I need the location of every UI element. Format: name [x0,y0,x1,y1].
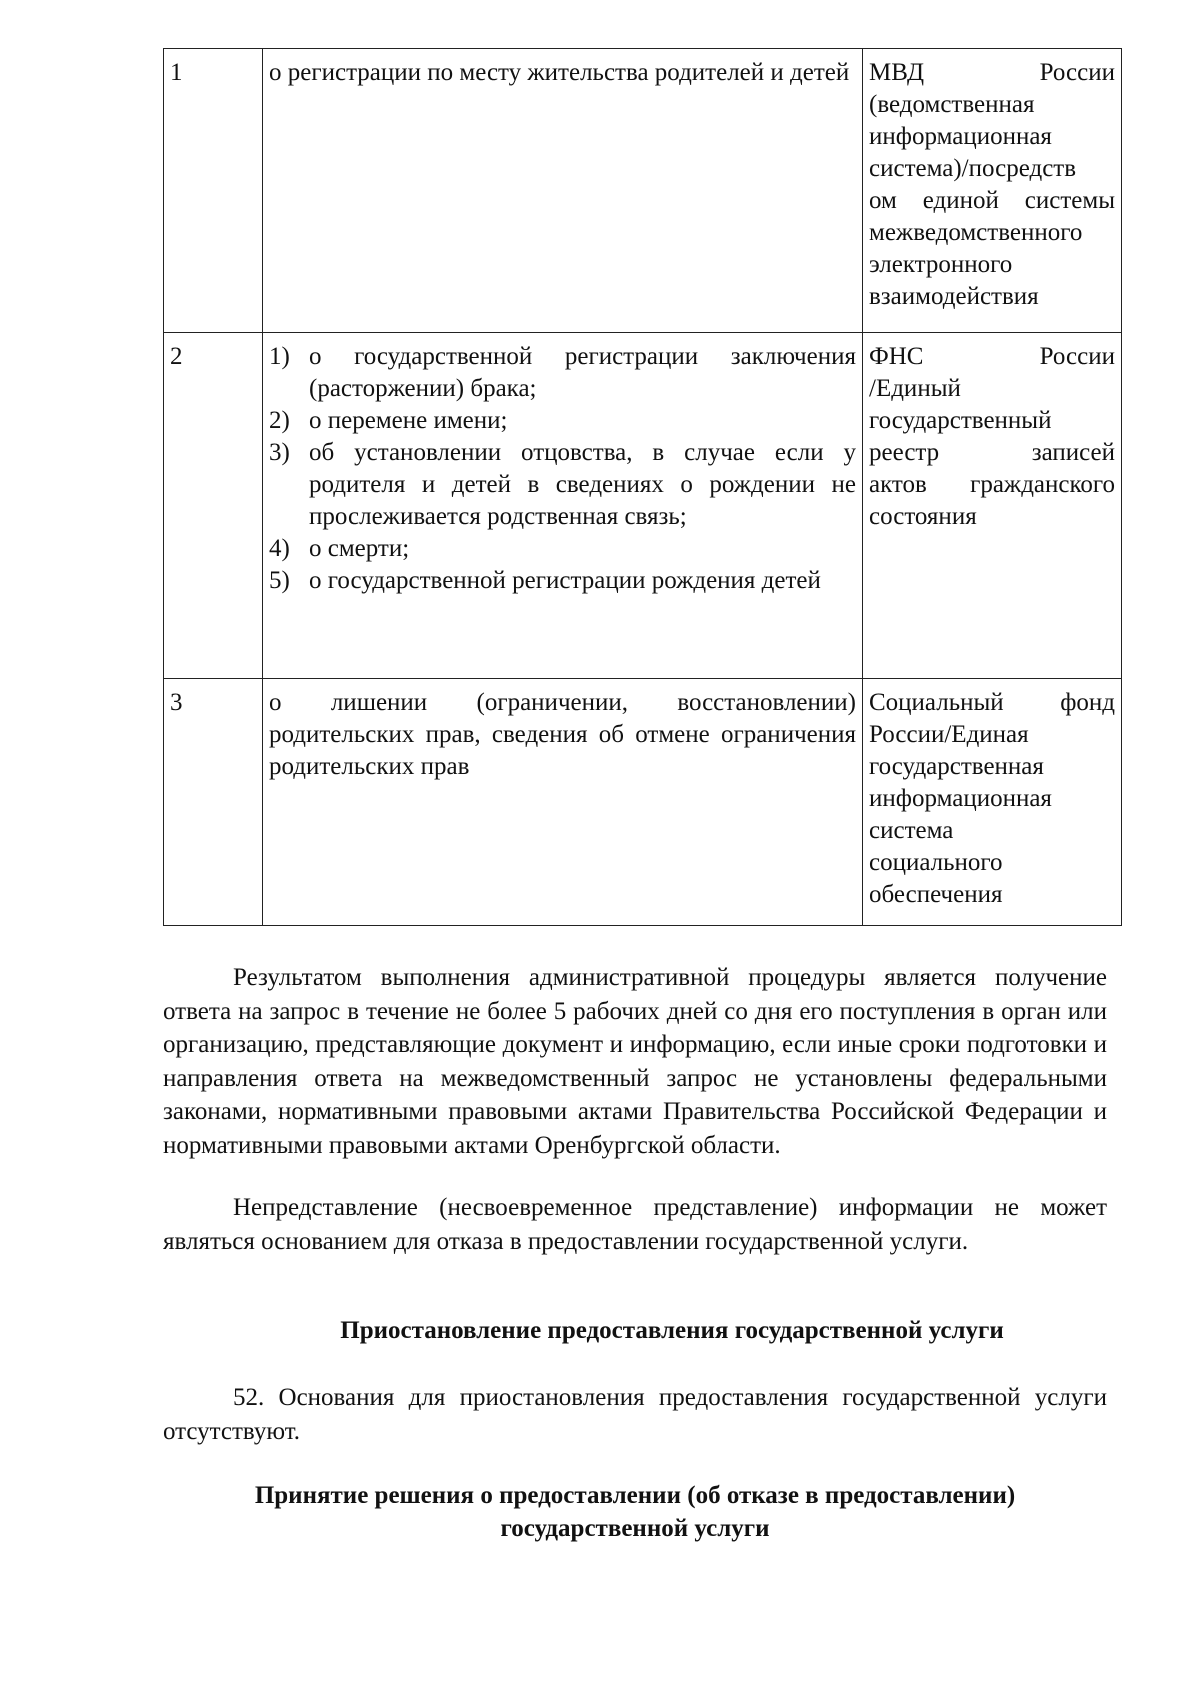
item-52-paragraph: 52. Основания для приостановления предоставления государственной услуги отсутствуют. [163,1384,1107,1445]
agency-line: взаимодействия [869,283,1039,310]
agency-line: (ведомственная [869,91,1035,118]
agency-line: обеспечения [869,881,1003,908]
agency-line: государственный [869,407,1052,434]
agency-line: система)/посредств [869,155,1077,182]
decision-heading-line: Принятие решения о предоставлении (об отказе в предоставлении) [254,1482,1016,1509]
source-agency [863,49,1122,333]
decision-heading-line: государственной услуги [500,1515,770,1542]
agency-line: ФНС России [869,343,1115,370]
list-item [269,533,856,565]
row-number: 3 [164,679,263,926]
agency-line: актов гражданского [869,471,1115,498]
table-row [164,333,1122,679]
list-marker: 4) [269,535,290,562]
list-item-text: об установлении отцовства, в случае если у родителя и детей в сведениях о рождении не прослеживается родственная связь; [309,439,856,530]
list-item [269,405,856,437]
decision-heading [163,1479,1107,1545]
list-item-text: о смерти; [309,535,410,562]
agency-line: информационная [869,785,1052,812]
agency-line: электронного [869,251,1013,278]
non-provision-paragraph: Непредставление (несвоевременное представление) информации не может являться основанием для отказа в предоставлении государственной услуги. [163,1194,1107,1255]
list-item-text: о государственной регистрации заключения (расторжении) брака; [309,343,856,402]
table-row [164,679,1122,926]
agency-line: социального [869,849,1003,876]
list-marker: 2) [269,407,290,434]
agency-line: информационная [869,123,1052,150]
list-item-text: о государственной регистрации рождения детей [309,567,821,594]
agency-line: состояния [869,503,977,530]
list-item [269,437,856,533]
agency-line: /Единый [869,375,961,402]
agency-line: межведомственного [869,219,1083,246]
list-item [269,565,856,597]
row-number: 1 [164,49,263,333]
source-agency [863,333,1122,679]
requested-info: о лишении (ограничении, восстановлении) родительских прав, сведения об отмене ограничения родительских прав [263,679,863,926]
agency-line: реестр записей [869,439,1115,466]
list-item [269,341,856,405]
source-agency [863,679,1122,926]
row-number: 2 [164,333,263,679]
result-paragraph: Результатом выполнения административной процедуры является получение ответа на запрос в течение не более 5 рабочих дней со дня его поступления в орган или организацию, представляющие документ и информацию, если иные сроки подготовки и направления ответа на межведомственный запрос не установлены федеральными законами, нормативными правовыми актами Правительства Российской Федерации и нормативными правовыми актами Оренбургской области. [163,964,1107,1159]
agency-line: ом единой системы [869,187,1115,214]
list-marker: 3) [269,439,290,466]
interagency-request-table [163,48,1122,926]
list-marker: 5) [269,567,290,594]
requested-info [263,333,863,679]
list-marker: 1) [269,343,290,370]
list-item-text: о перемене имени; [309,407,508,434]
requested-info: о регистрации по месту жительства родителей и детей [263,49,863,333]
requested-info-list [269,341,856,597]
suspension-heading: Приостановление предоставления государственной услуги [340,1317,1004,1344]
agency-line: система [869,817,954,844]
agency-line: России/Единая [869,721,1029,748]
table-row [164,49,1122,333]
agency-line: Социальный фонд [869,689,1115,716]
agency-line: МВД России [869,59,1115,86]
agency-line: государственная [869,753,1044,780]
